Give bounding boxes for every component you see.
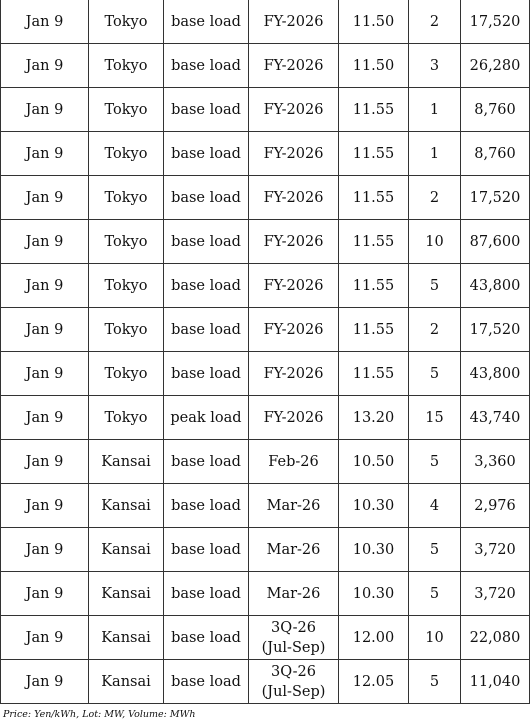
price-cell: 10.30 [339, 572, 409, 616]
table-row [1, 88, 530, 132]
units-footnote: Price: Yen/kWh, Lot: MW, Volume: MWh [3, 709, 196, 720]
lot-cell: 5 [409, 264, 461, 308]
table-row [1, 528, 530, 572]
period-cell: FY-2026 [249, 88, 339, 132]
lot-cell: 5 [409, 352, 461, 396]
volume-cell: 43,800 [461, 352, 530, 396]
volume-cell: 22,080 [461, 616, 530, 660]
lot-cell: 2 [409, 308, 461, 352]
price-cell: 11.50 [339, 44, 409, 88]
volume-cell: 8,760 [461, 132, 530, 176]
price-cell: 12.00 [339, 616, 409, 660]
area-cell: Tokyo [89, 396, 164, 440]
date-cell: Jan 9 [1, 308, 89, 352]
table-row [1, 660, 530, 704]
table-row [1, 308, 530, 352]
area-cell: Tokyo [89, 0, 164, 44]
volume-cell: 11,040 [461, 660, 530, 704]
period-cell: FY-2026 [249, 396, 339, 440]
lot-cell: 5 [409, 528, 461, 572]
price-cell: 11.55 [339, 352, 409, 396]
area-cell: Kansai [89, 660, 164, 704]
lot-cell: 5 [409, 660, 461, 704]
type-cell: base load [164, 528, 249, 572]
type-cell: base load [164, 88, 249, 132]
table-row [1, 396, 530, 440]
table-row [1, 572, 530, 616]
date-cell: Jan 9 [1, 0, 89, 44]
volume-cell: 17,520 [461, 308, 530, 352]
period-cell: FY-2026 [249, 308, 339, 352]
date-cell: Jan 9 [1, 176, 89, 220]
period-cell: FY-2026 [249, 220, 339, 264]
date-cell: Jan 9 [1, 44, 89, 88]
trades-table-body [1, 0, 530, 704]
lot-cell: 15 [409, 396, 461, 440]
type-cell: base load [164, 176, 249, 220]
lot-cell: 3 [409, 44, 461, 88]
price-cell: 11.50 [339, 0, 409, 44]
volume-cell: 8,760 [461, 88, 530, 132]
price-cell: 10.30 [339, 484, 409, 528]
area-cell: Tokyo [89, 44, 164, 88]
table-row [1, 352, 530, 396]
price-cell: 11.55 [339, 88, 409, 132]
table-row [1, 484, 530, 528]
area-cell: Tokyo [89, 352, 164, 396]
price-cell: 13.20 [339, 396, 409, 440]
volume-cell: 43,800 [461, 264, 530, 308]
price-cell: 11.55 [339, 220, 409, 264]
table-row [1, 132, 530, 176]
lot-cell: 5 [409, 440, 461, 484]
lot-cell: 1 [409, 132, 461, 176]
volume-cell: 3,720 [461, 528, 530, 572]
date-cell: Jan 9 [1, 132, 89, 176]
type-cell: base load [164, 440, 249, 484]
area-cell: Tokyo [89, 132, 164, 176]
volume-cell: 3,360 [461, 440, 530, 484]
period-cell: FY-2026 [249, 264, 339, 308]
table-row [1, 176, 530, 220]
table-row [1, 44, 530, 88]
lot-cell: 2 [409, 0, 461, 44]
type-cell: base load [164, 0, 249, 44]
price-cell: 10.50 [339, 440, 409, 484]
table-row [1, 440, 530, 484]
period-cell: FY-2026 [249, 176, 339, 220]
table-row [1, 616, 530, 660]
period-cell: 3Q-26 (Jul-Sep) [249, 616, 339, 660]
price-cell: 11.55 [339, 308, 409, 352]
price-cell: 11.55 [339, 264, 409, 308]
area-cell: Tokyo [89, 308, 164, 352]
area-cell: Tokyo [89, 220, 164, 264]
volume-cell: 3,720 [461, 572, 530, 616]
period-cell: Mar-26 [249, 528, 339, 572]
type-cell: base load [164, 616, 249, 660]
volume-cell: 87,600 [461, 220, 530, 264]
area-cell: Tokyo [89, 264, 164, 308]
type-cell: base load [164, 220, 249, 264]
table-row [1, 0, 530, 44]
date-cell: Jan 9 [1, 352, 89, 396]
date-cell: Jan 9 [1, 572, 89, 616]
type-cell: base load [164, 484, 249, 528]
type-cell: base load [164, 308, 249, 352]
period-cell: FY-2026 [249, 352, 339, 396]
lot-cell: 1 [409, 88, 461, 132]
lot-cell: 10 [409, 616, 461, 660]
period-cell: Mar-26 [249, 484, 339, 528]
price-cell: 10.30 [339, 528, 409, 572]
area-cell: Kansai [89, 484, 164, 528]
area-cell: Kansai [89, 440, 164, 484]
area-cell: Tokyo [89, 88, 164, 132]
date-cell: Jan 9 [1, 616, 89, 660]
lot-cell: 5 [409, 572, 461, 616]
period-cell: Feb-26 [249, 440, 339, 484]
type-cell: base load [164, 132, 249, 176]
period-cell: 3Q-26 (Jul-Sep) [249, 660, 339, 704]
volume-cell: 17,520 [461, 176, 530, 220]
type-cell: base load [164, 572, 249, 616]
area-cell: Kansai [89, 616, 164, 660]
date-cell: Jan 9 [1, 396, 89, 440]
price-cell: 12.05 [339, 660, 409, 704]
type-cell: base load [164, 352, 249, 396]
price-cell: 11.55 [339, 176, 409, 220]
lot-cell: 10 [409, 220, 461, 264]
period-cell: FY-2026 [249, 132, 339, 176]
lot-cell: 2 [409, 176, 461, 220]
volume-cell: 43,740 [461, 396, 530, 440]
type-cell: base load [164, 660, 249, 704]
area-cell: Kansai [89, 572, 164, 616]
date-cell: Jan 9 [1, 528, 89, 572]
date-cell: Jan 9 [1, 440, 89, 484]
volume-cell: 2,976 [461, 484, 530, 528]
period-cell: FY-2026 [249, 44, 339, 88]
table-row [1, 220, 530, 264]
period-cell: Mar-26 [249, 572, 339, 616]
type-cell: base load [164, 264, 249, 308]
type-cell: peak load [164, 396, 249, 440]
period-cell: FY-2026 [249, 0, 339, 44]
table-row [1, 264, 530, 308]
date-cell: Jan 9 [1, 88, 89, 132]
volume-cell: 26,280 [461, 44, 530, 88]
date-cell: Jan 9 [1, 220, 89, 264]
date-cell: Jan 9 [1, 484, 89, 528]
date-cell: Jan 9 [1, 660, 89, 704]
date-cell: Jan 9 [1, 264, 89, 308]
volume-cell: 17,520 [461, 0, 530, 44]
type-cell: base load [164, 44, 249, 88]
price-cell: 11.55 [339, 132, 409, 176]
lot-cell: 4 [409, 484, 461, 528]
area-cell: Tokyo [89, 176, 164, 220]
area-cell: Kansai [89, 528, 164, 572]
